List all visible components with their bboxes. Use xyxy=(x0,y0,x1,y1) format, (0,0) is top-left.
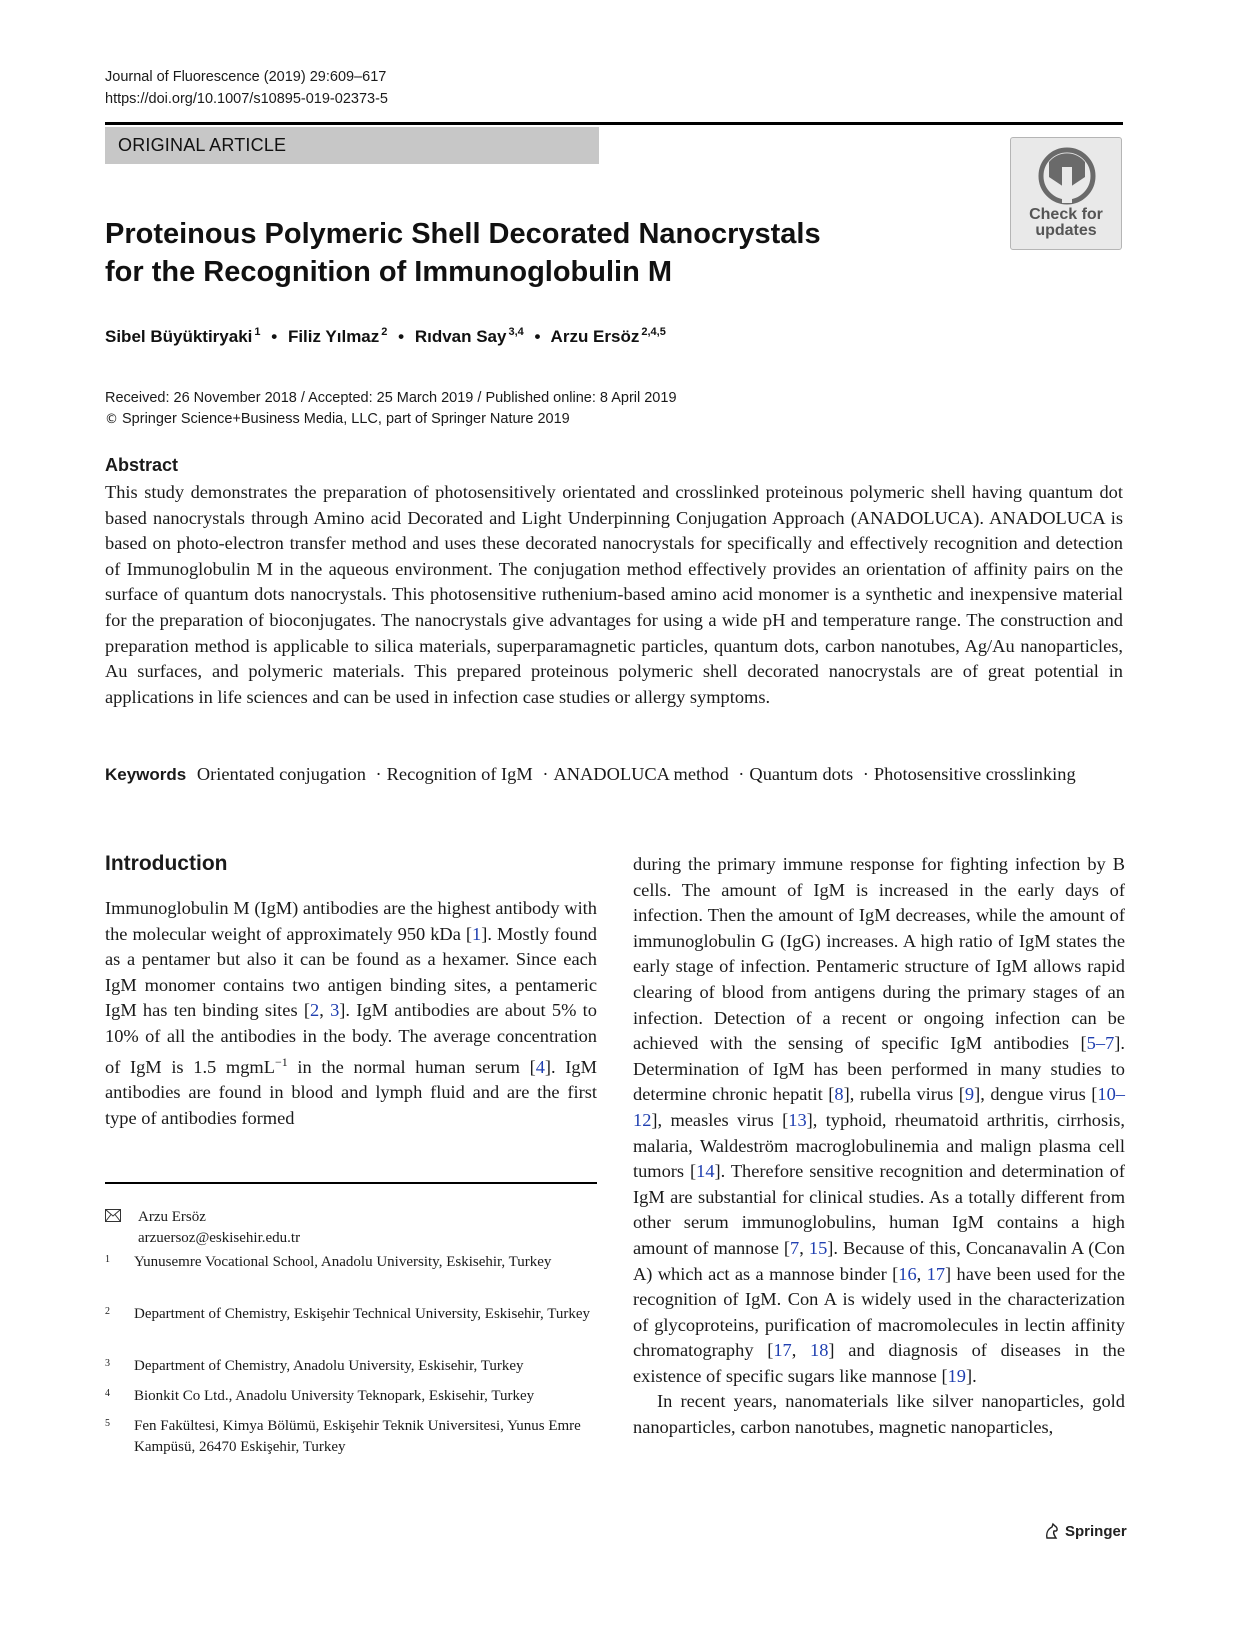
citation-link[interactable]: 3 xyxy=(330,1000,340,1021)
author-affiliation: 2 xyxy=(381,326,388,338)
keyword-separator: · xyxy=(375,764,382,784)
author-name[interactable]: Rıdvan Say xyxy=(414,327,507,346)
intro-right-column xyxy=(633,852,1125,1441)
keyword-separator: · xyxy=(862,764,869,784)
author-separator: • xyxy=(271,327,278,346)
affiliation xyxy=(105,1386,597,1407)
affiliation-text: Yunusemre Vocational School, Anadolu University, Eskisehir, Turkey xyxy=(134,1254,552,1270)
citation-link[interactable]: 1 xyxy=(472,923,482,944)
author-affiliation: 3,4 xyxy=(508,326,524,338)
citation-link[interactable]: 7 xyxy=(790,1237,800,1258)
affiliation-number: 4 xyxy=(105,1388,110,1399)
affiliation xyxy=(105,1416,597,1458)
publisher-name: Springer xyxy=(1065,1523,1127,1540)
keyword-separator: · xyxy=(738,764,745,784)
citation-link[interactable]: 17 xyxy=(926,1263,946,1284)
citation-link[interactable]: 19 xyxy=(947,1365,966,1386)
copyright-icon: © xyxy=(105,412,118,427)
correspondent-name: Arzu Ersöz xyxy=(138,1209,206,1225)
doi-link[interactable]: https://doi.org/10.1007/s10895-019-02373-5 xyxy=(105,91,388,107)
citation-link[interactable]: 15 xyxy=(808,1237,828,1258)
author-affiliation: 1 xyxy=(254,326,261,338)
correspondent-email[interactable]: arzuersoz@eskisehir.edu.tr xyxy=(138,1230,301,1246)
citation-link[interactable]: 5–7 xyxy=(1086,1033,1115,1054)
affiliation-text: Bionkit Co Ltd., Anadolu University Teknopark, Eskisehir, Turkey xyxy=(134,1388,535,1404)
keyword: Recognition of IgM xyxy=(386,764,533,784)
abstract-text: This study demonstrates the preparation of photosensitively orientated and crosslinked proteinous polymeric shell having quantum dot based nanocrystals through Amino acid Decorated and Light Underpinning Conjugation Approach (ANADOLUCA). ANADOLUCA is based on photo-electron transfer method and uses these decorated nanocrystals for specifically and effectively recognition and detection of Immunoglobulin M in the aqueous environment. The conjugation method effectively provides an orientation of affinity pairs on the surface of quantum dots nanocrystals. This photosensitive ruthenium-based amino acid monomer is a synthetic and inexpensive material for the preparation of bioconjugates. The nanocrystals give advantages for using a wide pH and temperature range. The construction and preparation method is applicable to silica materials, superparamagnetic particles, quantum dots, carbon nanotubes, Ag/Au nanoparticles, Au surfaces, and polymeric materials. This prepared proteinous polymeric shell decorated nanocrystals are of great potential in applications in life sciences and can be used in infection case studies or allergy symptoms. xyxy=(105,482,1123,707)
affiliation-number: 1 xyxy=(105,1254,110,1265)
affiliation-number: 5 xyxy=(105,1418,110,1429)
citation-link[interactable]: 14 xyxy=(696,1161,715,1182)
envelope-icon xyxy=(105,1209,121,1223)
keyword-separator: · xyxy=(542,764,549,784)
copyright-text: Springer Science+Business Media, LLC, part of Springer Nature 2019 xyxy=(122,411,570,427)
intro-paragraph-2: In recent years, nanomaterials like silver nanoparticles, gold nanoparticles, carbon nanotubes, magnetic nanoparticles, xyxy=(633,1391,1125,1438)
citation-link[interactable]: 17 xyxy=(773,1340,792,1361)
intro-paragraph-1-cont: during the primary immune response for fighting infection by B cells. The amount of IgM is increased in the early days of infection. Then the amount of IgM decreases, while the amount of immunoglobulin G (IgG) increases. A high ratio of IgM states the early stage of infection. Pentameric structure of IgM allows rapid clearing of blood from antigens during the primary stages of an infection. Detection of a recent or ongoing infection can be achieved with the sensing of specific IgM antibodies [5–7]. Determination of IgM has been performed in many studies to determine chronic hepatit [8], rubella virus [9], dengue virus [10–12], measles virus [13], typhoid, rheumatoid arthritis, cirrhosis, malaria, Waldeström macroglobulinemia and malign plasma cell tumors [14]. Therefore sensitive recognition and determination of IgM are substantial for clinical studies. As a totally different from other serum immunoglobulins, human IgM contains a high amount of mannose [7, 15]. Because of this, Concanavalin A (Con A) which act as a mannose binder [16, 17] have been used for the recognition of IgM. Con A is widely used in the characterization of glycoproteins, purification of macromolecules in lectin affinity chromatography [17, 18] and diagnosis of diseases in the existence of specific sugars like mannose [19]. xyxy=(633,854,1125,1386)
keywords-label: Keywords xyxy=(105,765,187,784)
affiliation xyxy=(105,1304,597,1325)
introduction-heading: Introduction xyxy=(105,852,228,875)
paper-title xyxy=(105,215,925,291)
header-rule xyxy=(105,122,1123,125)
affiliation-text: Department of Chemistry, Anadolu University, Eskisehir, Turkey xyxy=(134,1358,524,1374)
journal-citation: Journal of Fluorescence (2019) 29:609–617 xyxy=(105,69,387,85)
keyword: ANADOLUCA method xyxy=(553,764,729,784)
springer-horse-icon xyxy=(1043,1522,1061,1540)
author-list xyxy=(105,326,666,347)
affiliation-text: Department of Chemistry, Eskişehir Technical University, Eskisehir, Turkey xyxy=(134,1306,591,1322)
citation-link[interactable]: 4 xyxy=(535,1056,545,1077)
keyword: Photosensitive crosslinking xyxy=(873,764,1076,784)
author-separator: • xyxy=(398,327,405,346)
publication-dates xyxy=(105,388,677,430)
author-name[interactable]: Arzu Ersöz xyxy=(550,327,640,346)
publisher-logo xyxy=(1043,1522,1127,1540)
intro-left-column xyxy=(105,896,597,1131)
citation-link[interactable]: 2 xyxy=(310,1000,320,1021)
check-for-updates-button[interactable] xyxy=(1010,137,1122,250)
affiliation-text: Fen Fakültesi, Kimya Bölümü, Eskişehir Teknik Universitesi, Yunus Emre Kampüsü, 26470 Eskişehir, Turkey xyxy=(134,1418,581,1455)
affiliation-number: 2 xyxy=(105,1306,110,1317)
citation-link[interactable]: 10–12 xyxy=(633,1084,1125,1130)
intro-paragraph-1: Immunoglobulin M (IgM) antibodies are the highest antibody with the molecular weight of approximately 950 kDa [1]. Mostly found as a pentamer but also it can be found as a hexamer. Since each IgM monomer contains two antigen binding sites, a pentameric IgM has ten binding sites [2, 3]. IgM antibodies are about 5% to 10% of all the antibodies in the body. The average concentration of IgM is 1.5 mgmL$^{-1}$ in the normal human serum [4]. IgM antibodies are found in blood and lymph fluid and are the first type of antibodies formed xyxy=(105,898,597,1128)
copyright-line xyxy=(105,409,677,430)
article-type-label: ORIGINAL ARTICLE xyxy=(118,135,287,155)
keyword: Quantum dots xyxy=(749,764,854,784)
crossmark-icon xyxy=(1038,147,1096,205)
citation-link[interactable]: 18 xyxy=(810,1340,829,1361)
affiliation xyxy=(105,1252,597,1273)
author-name[interactable]: Filiz Yılmaz xyxy=(287,327,380,346)
history-dates: Received: 26 November 2018 / Accepted: 25 March 2019 / Published online: 8 April 2019 xyxy=(105,390,677,406)
citation-link[interactable]: 13 xyxy=(788,1109,807,1130)
keywords-line xyxy=(105,764,1135,785)
author-affiliation: 2,4,5 xyxy=(641,326,666,338)
abstract-heading: Abstract xyxy=(105,455,179,475)
check-updates-label: Check for updates xyxy=(1029,206,1103,239)
author-separator: • xyxy=(534,327,541,346)
keyword: Orientated conjugation xyxy=(196,764,366,784)
citation-link[interactable]: 9 xyxy=(964,1084,975,1105)
article-type-banner xyxy=(105,127,599,164)
citation-link[interactable]: 16 xyxy=(898,1263,917,1284)
journal-header xyxy=(105,66,388,110)
footnote-rule xyxy=(105,1182,597,1184)
title-line-1: Proteinous Polymeric Shell Decorated Nanocrystals xyxy=(105,218,821,250)
citation-link[interactable]: 8 xyxy=(834,1084,844,1105)
unit-exponent: −1 xyxy=(274,1054,288,1069)
affiliation xyxy=(105,1356,597,1377)
title-line-2: for the Recognition of Immunoglobulin M xyxy=(105,256,673,288)
affiliation-number: 3 xyxy=(105,1358,110,1369)
author-name[interactable]: Sibel Büyüktiryaki xyxy=(105,327,253,346)
